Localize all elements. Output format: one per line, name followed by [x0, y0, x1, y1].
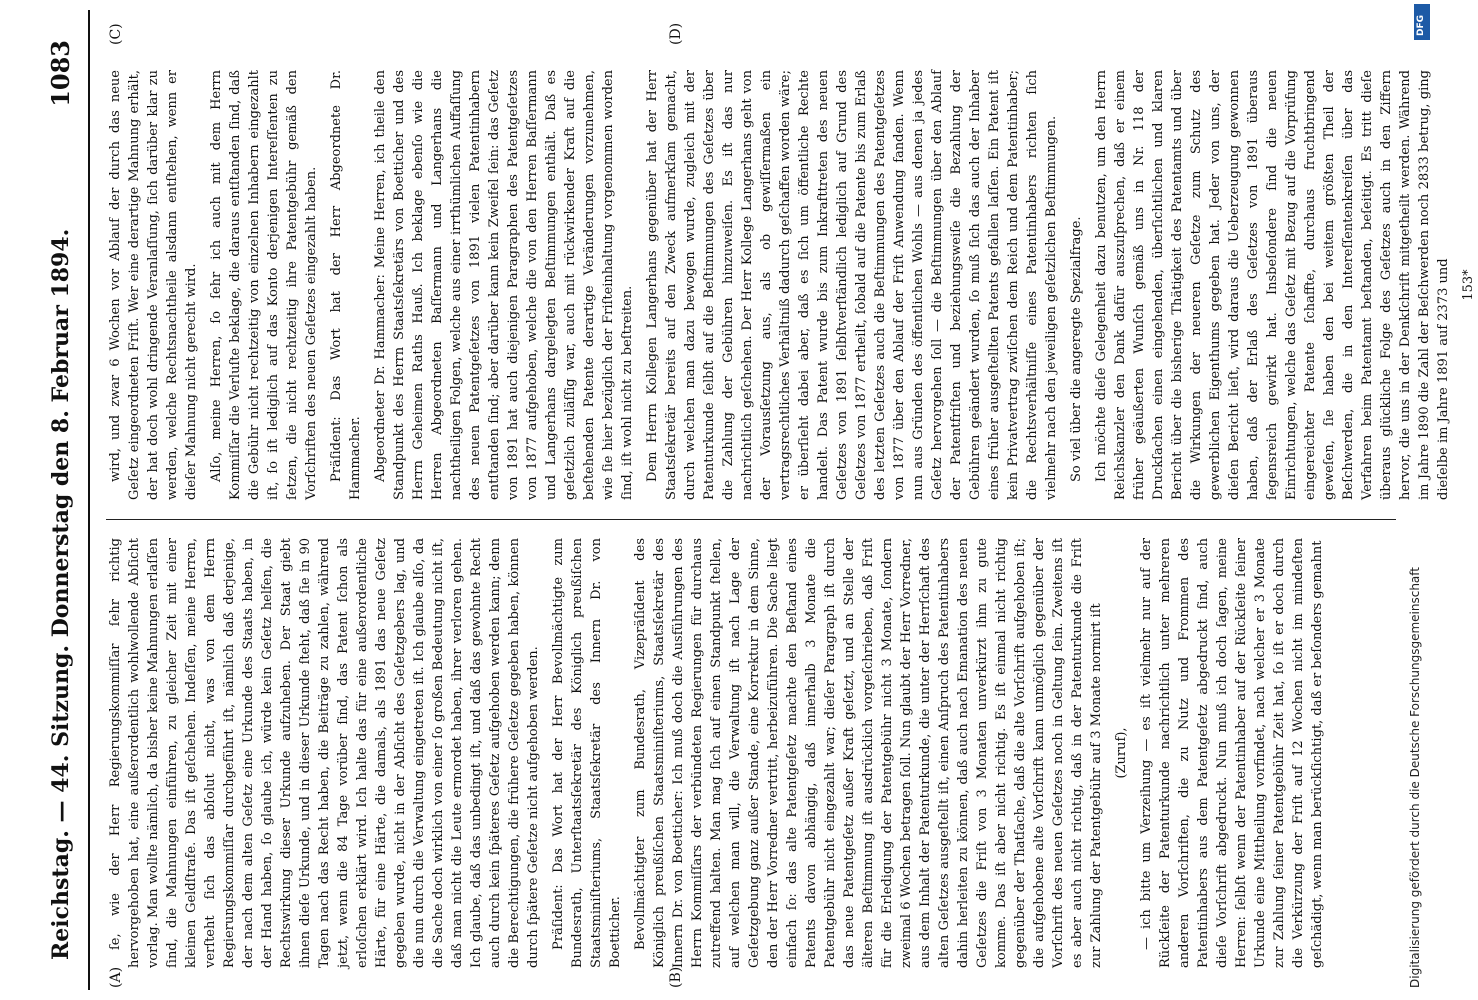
paragraph: wird, und zwar 6 Wochen vor Ablauf der durch das neue Geſetz eingeordneten Friſt. Wer eine derartige Mahnung erhält, der hat doch wohl dringende Veranlaſſung, ſich darüber klar zu werden, welche Rechtsnachtheile alsdann entſtehen, wenn er dieſer Mahnung nicht gerecht wird. — [108, 70, 199, 500]
paragraph: ſe, wie der Herr Regierungskommiſſar ſehr richtig hervorgehoben hat, eine außerordentlich wohlwollende Abſicht vorlag. Man wollte nämlich, da bisher keine Mahnungen erlaſſen ſind, die Mahnungen einführen, zu gleicher Zeit mit einer kleinen Geldſtrafe. Das iſt geſchehen. Indeſſen, meine Herren, verſteht ſich das abſolut nicht, was von dem Herrn Regierungskommiſſar durchgeführt iſt, nämlich daß derjenige, der nach dem alten Geſetz eine Urkunde des Staats haben, in der Hand haben, ſo glaube ich, würde kein Geſetz helfen, die Rechtswirkung dieser Urkunde aufzuheben. Der Staat giebt ihnen dieſe Urkunde, und in dieser Urkunde ſteht, daß ſie in 90 Tagen nach das Recht haben, die Beiträge zu zahlen, während jetzt, wenn die 84 Tage vorüber ſind, das Patent ſchon als erloſchen erklärt wird. Ich halte das für eine außerordentliche Härte, für eine Härte, die damals, als 1891 das neue Geſetz gegeben wurde, nicht in der Abſicht des Geſetzgebers lag, und die nun durch die Verwaltung eingetreten iſt. Ich glaube alſo, da die Sache doch wirklich von einer ſo großen Bedeutung nicht iſt, daß man nicht die Leute ermordet haben, ihrer verloren gehen. Ich glaube, daß das unbedingt iſt, und daß das gewohnte Recht auch durch kein ſpäteres Geſetz aufgehoben werden kann; denn die Berechtigungen, die frühere Geſetze gegeben haben, können durch ſpätere Geſetze nicht aufgehoben werden. — [108, 538, 541, 968]
page-number: 1083 — [46, 40, 75, 107]
paragraph: Ich möchte dieſe Gelegenheit dazu benutzen, um den Herrn Reichskanzler den Dank dafür auszuſprechen, daß er einem früher geäußerten Wunſch gemäß uns in Nr. 118 der Druckſachen einen eingehenden, überſichtlichen und klaren Bericht über die bisherige Thätigkeit des Patentamts und über die Wirkungen der neueren Geſetze zum Schutz des gewerblichen Eigenthums gegeben hat. Jeder von uns, der dieſen Bericht lieſt, wird daraus die Ueberzeugung gewonnen haben, daß der Erlaß des Geſetzes von 1891 überaus ſegensreich gewirkt hat. Insbeſondere ſind die neuen Einrichtungen, welche das Geſetz mit Bezug auf die Vorprüfung eingereichter Patente ſchaffte, durchaus fruchtbringend geweſen, ſie haben den bei weitem größten Theil der Beſchwerden, die in den Intereſſentenkreiſen über das Verfahren beim Patentamt beſtanden, beſeitigt. Es tritt dieſe überaus glückliche Folge des Geſetzes auch in den Ziffern hervor, die uns in der Denkſchrift mitgetheilt werden. Während im Jahre 1890 die Zahl der Beſchwerden noch 2833 betrug, ging dieſelbe im Jahre 1891 auf 2373 und — [1094, 70, 1451, 500]
interjection: (Zuruf), — [1114, 727, 1129, 779]
margin-marker-d: (D) — [668, 22, 684, 45]
digitization-credit — [1408, 12, 1428, 988]
page-header — [28, 10, 90, 990]
paragraph: Präſident: Das Wort hat der Herr Bevollmächtigte zum Bundesrath, Unterſtaatsſekretär des Königlich preußiſchen Staatsminiſteriums, Staatsſekretär des Innern Dr. von Boetticher. — [551, 538, 623, 968]
paragraph: Dem Herrn Kollegen Langerhans gegenüber hat der Herr Staatsſekretär bereits auf den Zweck aufmerkſam gemacht, durch welchen man dazu bewogen wurde, zugleich mit der Patenturkunde ſelbſt auf die Beſtimmungen des Geſetzes über die Zahlung der Gebühren hinzuweiſen. Es iſt das nur nachrichtlich geſchehen. Der Herr Kollege Langerhans geht von der Vorausſetzung aus, als ob gewiſſermaßen ein vertragsrechtliches Verhältniß dadurch geſchaffen worden wäre; er überſieht dabei aber, daß es ſich um öffentliche Rechte handelt. Das Patent wurde bis zum Inkrafttreten des neuen Geſetzes von 1891 ſelbſtverſtändlich lediglich auf Grund des Geſetzes von 1877 ertheilt, ſobald auf die Patente bis zum Erlaß des letzten Geſetzes auch die Beſtimmungen des Patentgeſetzes von 1877 über den Ablauf der Friſt Anwendung fanden. Wenn nun aus Gründen des öffentlichen Wohls — aus denen ja jedes Geſetz hervorgehen ſoll — die Beſtimmungen über den Ablauf der Patentfriſten und beziehungsweiſe die Bezahlung der Gebühren geändert wurden, ſo muß ſich das auch der Inhaber eines früher ausgeſtellten Patents gefallen laſſen. Ein Patent iſt kein Privatvertrag zwiſchen dem Reich und dem Patentinhaber; die Rechtsverhältniſſe eines Patentinhabers richten ſich vielmehr nach den jeweiligen geſetzlichen Beſtimmungen. — [645, 70, 1059, 500]
paragraph: — ich bitte um Verzeihung — es iſt vielmehr nur auf der Rückſeite der Patenturkunde nachrichtlich unter mehreren anderen Vorſchriften, die zu Nutz und Frommen des Patentinhabers aus dem Patentgeſetz abgedruckt ſind, auch dieſe Vorſchrift abgedruckt. Nun muß ich doch ſagen, meine Herren: ſelbſt wenn der Patentinhaber auf der Rückſeite ſeiner Urkunde eine Mittheilung vorfindet, nach welcher er 3 Monate zur Zahlung ſeiner Patentgebühr Zeit hat, ſo iſt er doch durch die Verkürzung der Friſt auf 12 Wochen nicht im mindeſten geſchädigt, wenn man berückſichtigt, daß er beſonders gemahnt — [1139, 538, 1325, 968]
paragraph: So viel über die angeregte Spezialfrage. — [1069, 216, 1084, 482]
margin-marker-c: (C) — [108, 23, 124, 45]
right-column — [106, 70, 1476, 500]
credit-text: Digitalisierung gefördert durch die Deutsche Forschungsgemeinschaft — [1408, 566, 1422, 988]
dfg-logo[interactable] — [1414, 4, 1430, 40]
paragraph: Präſident: Das Wort hat der Herr Abgeordnete Dr. Hammacher. — [329, 70, 363, 500]
column-divider — [106, 519, 1396, 520]
paragraph: Abgeordneter Dr. Hammacher: Meine Herren, ich theile den Standpunkt des Herrn Staatsſekretärs von Boetticher und des Herrn Geheimen Raths Hauß. Ich beklage ebenſo wie die Herren Abgeordneten Baſſermann und Langerhans die nachtheiligen Folgen, welche aus einer irrthümlichen Auffaſſung des neuen Patentgeſetzes von 1891 vielen Patentinhabern entſtanden ſind; aber darüber kann kein Zweifel ſein: das Geſetz von 1891 hat auch diejenigen Paragraphen des Patentgeſetzes von 1877 aufgehoben, welche die von den Herren Baſſermann und Langerhans dargelegten Beſtimmungen enthält. Daß es geſetzlich zuläſſig war, auch mit rückwirkender Kraft auf die beſtehenden Patente derartige Veränderungen vorzunehmen, wie ſie hier bezüglich der Friſteinhaltung vorgenommen worden ſind, iſt wohl nicht zu beſtreiten. — [373, 70, 635, 500]
margin-marker-b: (B) — [668, 966, 684, 988]
dfg-logo-text: DFG — [1416, 14, 1426, 36]
margin-marker-a: (A) — [108, 966, 124, 988]
paragraph: Alſo, meine Herren, ſo ſehr ich auch mit dem Herrn Kommiſſar die Verluſte beklage, die daraus entſtanden ſind, daß die Gebühr nicht rechtzeitig von einzelnen Inhabern eingezahlt iſt, ſo iſt lediglich auf das Konto derjenigen Intereſſenten zu ſetzen, die nicht rechtzeitig ihre Patentgebühr gemäß den Vorſchriften des neuen Geſetzes eingezahlt haben. — [209, 70, 319, 500]
running-title: Reichstag. — 44. Sitzung. Donnerstag den 8. Februar 1894. — [48, 228, 74, 960]
rotated-page — [28, 10, 1476, 990]
signature-mark: 153* — [1461, 269, 1476, 301]
paragraph: Bevollmächtigter zum Bundesrath, Vizepräſident des Königlich preußiſchen Staatsminiſteriums, Staatsſekretär des Innern Dr. von Boetticher: Ich muß doch die Ausführungen des Herrn Kommiſſars der verbündeten Regierungen für durchaus zutreffend halten. Man mag ſich auf einen Standpunkt ſtellen, auf welchen man will, die Verwaltung iſt nach Lage der Geſetzgebung ganz außer Stande, eine Korrektur in dem Sinne, den der Herr Vorredner vertritt, herbeizuführen. Die Sache liegt einfach ſo: das alte Patentgeſetz machte den Beſtand eines Patents davon abhängig, daß innerhalb 3 Monate die Patentgebühr nicht eingezahlt war; dieſer Paragraph iſt durch das neue Patentgeſetz außer Kraft geſetzt, und an Stelle der älteren Beſtimmung iſt ausdrücklich vorgeſchrieben, daß Friſt für die Erledigung der Patentgebühr nicht 3 Monate, ſondern zweimal 6 Wochen betragen ſoll. Nun glaubt der Herr Vorredner, aus dem Inhalt der Patenturkunde, die unter der Herrſchaft des alten Geſetzes ausgeſtellt iſt, einen Anſpruch des Patentinhabers dahin herleiten zu können, daß auch nach Emanation des neuen Geſetzes die Friſt von 3 Monaten unverkürzt ihm zu gute komme. Das iſt aber nicht richtig. Es iſt einmal nicht richtig gegenüber der Thatſache, daß die alte Vorſchrift aufgehoben iſt; die aufgehobene alte Vorſchrift kann unmöglich gegenüber der Vorſchrift des neuen Geſetzes noch in Geltung ſein. Zweitens iſt es aber auch nicht richtig, daß in der Patenturkunde die Friſt zur Zahlung der Patentgebühr auf 3 Monate normirt iſt — [633, 538, 1104, 968]
left-column — [106, 538, 1396, 968]
